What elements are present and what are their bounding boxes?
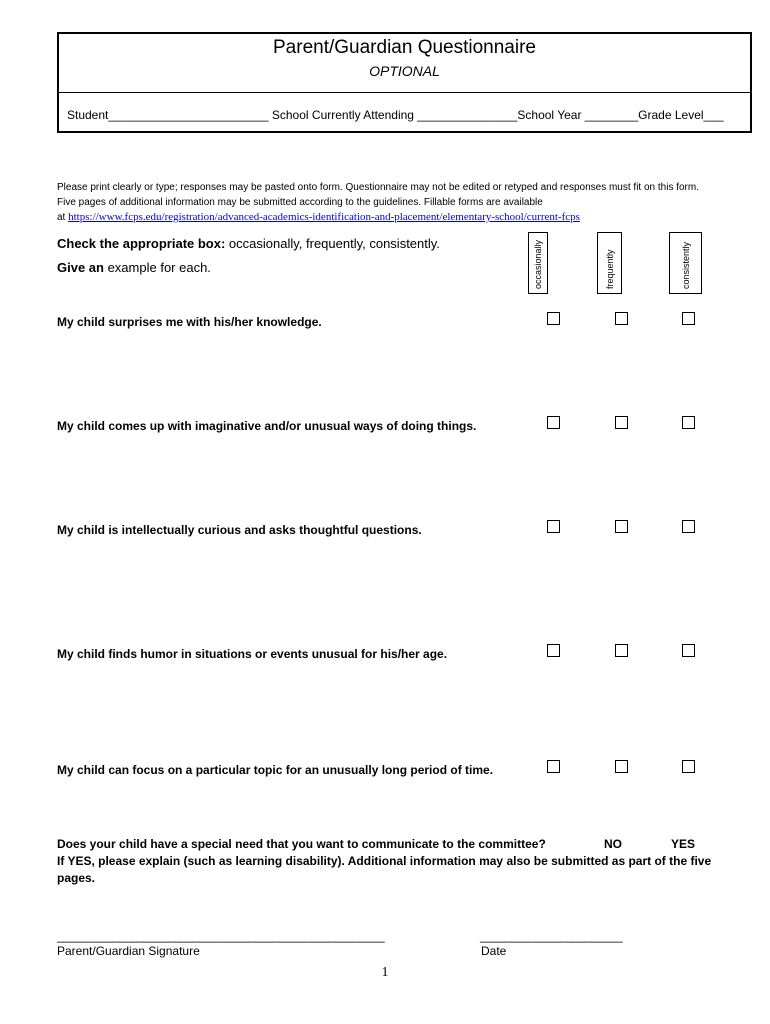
- column-header-occasionally: [528, 232, 548, 294]
- checkbox-q3-occasionally[interactable]: [547, 520, 560, 533]
- checkbox-q2-consistently[interactable]: [682, 416, 695, 429]
- question-3: My child is intellectually curious and asks thoughtful questions.: [57, 523, 422, 537]
- no-option[interactable]: NO: [604, 837, 622, 851]
- question-4: My child finds humor in situations or events unusual for his/her age.: [57, 647, 448, 661]
- instructions: [57, 181, 707, 226]
- checkbox-q4-occasionally[interactable]: [547, 644, 560, 657]
- date-label: Date: [481, 944, 507, 958]
- checkbox-q2-frequently[interactable]: [615, 416, 628, 429]
- header-divider: [59, 92, 750, 93]
- checkbox-q3-frequently[interactable]: [615, 520, 628, 533]
- checkbox-q1-frequently[interactable]: [615, 312, 628, 325]
- column-header-consistently: [669, 232, 702, 294]
- checkbox-q3-consistently[interactable]: [682, 520, 695, 533]
- forms-link[interactable]: https://www.fcps.edu/registration/advanced-academics-identification-and-placement/elementary-school/current-fcps: [68, 211, 580, 223]
- instructions-at: at: [57, 212, 69, 223]
- checkbox-q5-consistently[interactable]: [682, 760, 695, 773]
- signature-line[interactable]: _____________________________________________________: [57, 929, 385, 943]
- give-heading-bold: Give an: [57, 260, 104, 275]
- column-label-consistently: consistently: [680, 241, 691, 289]
- question-1: My child surprises me with his/her knowledge.: [57, 315, 322, 329]
- form-title: Parent/Guardian Questionnaire: [273, 37, 536, 58]
- check-heading-bold: Check the appropriate box:: [57, 236, 226, 251]
- signature-label: Parent/Guardian Signature: [57, 944, 200, 958]
- checkbox-q1-occasionally[interactable]: [547, 312, 560, 325]
- give-heading: [57, 260, 211, 275]
- checkbox-q4-frequently[interactable]: [615, 644, 628, 657]
- checkbox-q4-consistently[interactable]: [682, 644, 695, 657]
- checkbox-q5-frequently[interactable]: [615, 760, 628, 773]
- checkbox-q5-occasionally[interactable]: [547, 760, 560, 773]
- form-subtitle: OPTIONAL: [369, 63, 440, 79]
- give-heading-rest: example for each.: [103, 260, 211, 275]
- header-box: [57, 32, 752, 133]
- question-2: My child comes up with imaginative and/or unusual ways of doing things.: [57, 419, 477, 433]
- column-header-frequently: [597, 232, 622, 294]
- special-need-section: [57, 836, 717, 887]
- column-label-frequently: frequently: [604, 249, 615, 289]
- special-need-question-row: [57, 836, 717, 853]
- checkbox-q1-consistently[interactable]: [682, 312, 695, 325]
- checkbox-q2-occasionally[interactable]: [547, 416, 560, 429]
- page-number: 1: [381, 965, 389, 980]
- column-label-occasionally: occasionally: [533, 239, 543, 289]
- date-line[interactable]: _______________________: [480, 929, 622, 943]
- instructions-text: Please print clearly or type; responses may be pasted onto form. Questionnaire may not be edited or retyped and responses must fit on this form. Five pages of additional information may be submitted according to the guidelines. Fillable forms are available: [57, 182, 699, 208]
- special-need-question: Does your child have a special need that you want to communicate to the committee?: [57, 837, 546, 851]
- question-5: My child can focus on a particular topic for an unusually long period of time.: [57, 763, 494, 777]
- check-heading-rest: occasionally, frequently, consistently.: [225, 236, 440, 251]
- check-heading: [57, 236, 440, 251]
- student-info-fields[interactable]: Student________________________ School Currently Attending _______________School Year ________Grade Level___: [67, 108, 724, 122]
- yes-option[interactable]: YES: [671, 837, 696, 851]
- special-need-explain: If YES, please explain (such as learning disability). Additional information may also be submitted as part of the five pages.: [57, 854, 712, 885]
